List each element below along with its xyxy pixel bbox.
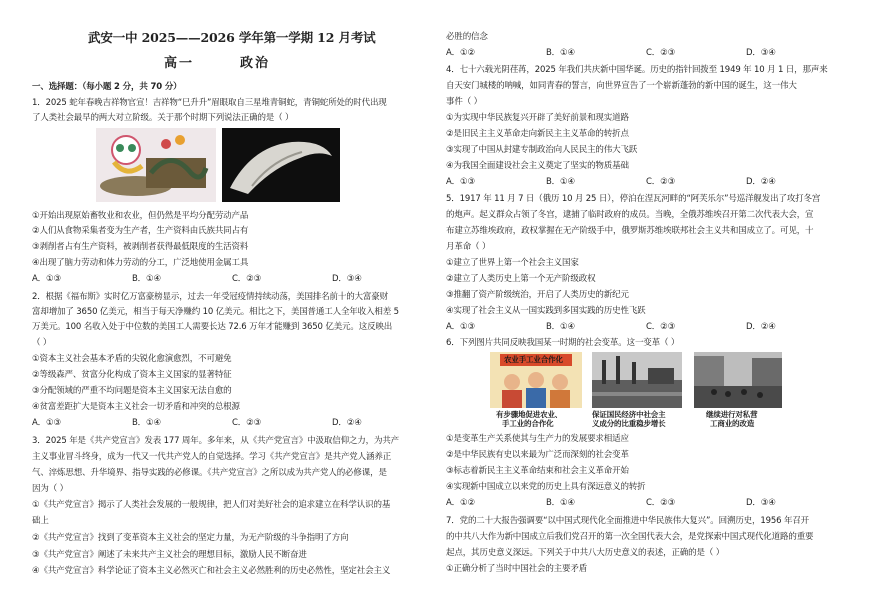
grade-label: 高一 — [164, 56, 195, 71]
caption-3: 继续进行对私营 — [706, 410, 758, 419]
option-d[interactable]: D．③④ — [746, 48, 776, 58]
option-a[interactable]: A．①③ — [446, 322, 475, 332]
poster-banner-text: 农业手工业合作化 — [504, 355, 563, 364]
exam-title: 武安一中 2025——2026 学年第一学期 12 月考试 — [88, 30, 376, 45]
q2-options — [32, 418, 432, 429]
continued-line: 必胜的信念 — [446, 32, 488, 42]
q6-item: ②是中华民族有史以来最为广泛而深刻的社会变革 — [446, 450, 629, 460]
option-b[interactable]: B．①④ — [546, 177, 575, 187]
q5-stem-line: 月革命（ ） — [446, 242, 491, 252]
option-c[interactable]: C．②③ — [646, 498, 676, 508]
q1-item: ③剥削者占有生产资料，被剥削者获得最低限度的生活资料 — [32, 242, 249, 252]
q3-stem-line: 3．2025 年是《共产党宣言》发表 177 周年。多年来，从《共产党宣言》中汲取信仰之力，为共产 — [32, 436, 400, 446]
q1-options — [32, 274, 432, 285]
q5-item: ③推翻了资产阶级统治，开启了人类历史的新纪元 — [446, 290, 629, 300]
q7-stem-line: 的中共八大作为新中国成立后我们党召开的第一次全国代表大会，是党探索中国式现代化道路的重要 — [446, 532, 814, 542]
q1-item: ④出现了脑力劳动和体力劳动的分工，广泛地使用金属工具 — [32, 258, 249, 268]
q6-item: ④实现新中国成立以来党的历史上具有深远意义的转折 — [446, 482, 646, 492]
q4-item: ①为实现中华民族复兴开辟了美好前景和现实道路 — [446, 113, 629, 123]
q6-stem-line: 6．下列图片共同反映我国某一时期的社会变革。这一变革（ ） — [446, 338, 680, 348]
option-d[interactable]: D．③④ — [332, 274, 362, 284]
q4-options — [446, 177, 846, 188]
mascot-image — [96, 128, 216, 202]
q3-item: 础上 — [32, 516, 49, 526]
option-d[interactable]: D．②④ — [746, 177, 776, 187]
q3-stem-line: 因为（ ） — [32, 484, 68, 494]
option-b[interactable]: B．①④ — [132, 274, 161, 284]
q7-stem-line: 7．党的二十大报告强调要“以中国式现代化全面推进中华民族伟大复兴”。回溯历史，1956 年召开 — [446, 516, 810, 526]
cooperative-poster-image — [490, 352, 582, 408]
option-a[interactable]: A．①③ — [446, 177, 475, 187]
q5-item: ②建立了人类历史上第一个无产阶级政权 — [446, 274, 596, 284]
caption-2: 义成分的比重稳步增长 — [592, 419, 666, 428]
caption-2: 保证国民经济中社会主 — [592, 410, 666, 419]
q2-item: ③分配领域的严重不均问题是资本主义国家无法自愈的 — [32, 386, 232, 396]
q3-options — [446, 48, 846, 59]
q5-stem-line: 5．1917 年 11 月 7 日（俄历 10 月 25 日），停泊在涅瓦河畔的“阿芙乐尔”号巡洋舰发出了攻打冬宫 — [446, 194, 821, 204]
q2-stem-line: 2．根据《福布斯》实时亿万富豪榜显示，过去一年受冠疫情持续动荡，美国排名前十的大富豪财 — [32, 292, 388, 302]
q1-stem-line: 1．2025 蛇年春晚吉祥物官宣！吉祥物“巳升升”眉眼取自三星堆青铜蛇，青铜蛇所处的时代出现 — [32, 98, 387, 108]
option-c[interactable]: C．②③ — [646, 48, 676, 58]
option-c[interactable]: C．②③ — [646, 322, 676, 332]
q1-item: ②人们从食物采集者变为生产者，生产资料由氏族共同占有 — [32, 226, 249, 236]
q4-item: ④为我国全面建设社会主义奠定了坚实的物质基础 — [446, 161, 629, 171]
q6-item: ①是变革生产关系使其与生产力的发展要求相适应 — [446, 434, 629, 444]
option-c[interactable]: C．②③ — [646, 177, 676, 187]
option-c[interactable]: C．②③ — [232, 418, 262, 428]
q4-stem-line: 自天安门城楼的呐喊，如同青春的誓言，向世界宣告了一个崭新蓬勃的新中国的诞生，这一伟大 — [446, 81, 797, 91]
bronze-snake-image — [222, 128, 340, 202]
option-b[interactable]: B．①④ — [546, 322, 575, 332]
q2-item: ②等级森严、贫富分化构成了资本主义国家的显著特征 — [32, 370, 232, 380]
option-b[interactable]: B．①④ — [546, 48, 575, 58]
option-a[interactable]: A．①② — [446, 498, 475, 508]
option-c[interactable]: C．②③ — [232, 274, 262, 284]
q3-item: ③《共产党宣言》阐述了未来共产主义社会的理想目标，激励人民不断奋进 — [32, 550, 307, 560]
q5-options — [446, 322, 846, 333]
q4-stem-line: 事件（ ） — [446, 97, 482, 107]
q7-stem-line: 起点，其历史意义深远。下列关于中共八大历史意义的表述，正确的是（ ） — [446, 548, 725, 558]
q2-item: ④贫富差距扩大是资本主义社会一切矛盾和冲突的总根源 — [32, 402, 240, 412]
q5-item: ①建立了世界上第一个社会主义国家 — [446, 258, 579, 268]
option-b[interactable]: B．①④ — [546, 498, 575, 508]
option-d[interactable]: D．②④ — [332, 418, 362, 428]
q3-item: ②《共产党宣言》找到了变革资本主义社会的坚定力量，为无产阶级的斗争指明了方向 — [32, 533, 349, 543]
q1-item: ①开始出现原始畜牧业和农业，但仍然是平均分配劳动产品 — [32, 211, 249, 221]
q5-stem-line: 的炮声。起义群众占领了冬宫，逮捕了临时政府的成员。当晚，全俄苏维埃召开第二次代表大会，宣 — [446, 210, 814, 220]
q2-stem-line: 万美元。100 名收入处于中位数的美国工人需要长达 72.6 万年才能赚到 3650 亿美元。这反映出 — [32, 322, 393, 332]
q4-item: ③实现了中国从封建专制政治向人民民主的伟大飞跃 — [446, 145, 638, 155]
q5-stem-line: 布建立苏维埃政府，政权掌握在无产阶级手中，俄罗斯苏维埃联邦社会主义共和国成立了。可见，十 — [446, 226, 814, 236]
street-parade-photo — [694, 352, 782, 408]
q1-stem-line: 了人类社会最早的两大对立阶级。关于那个时期下列说法正确的是（ ） — [32, 113, 294, 123]
subject-label: 政治 — [240, 56, 271, 71]
option-d[interactable]: D．②④ — [746, 322, 776, 332]
caption-3: 工商业的改造 — [710, 419, 755, 428]
q3-stem-line: 气、淬炼思想、升华境界、指导实践的必修课。《共产党宣言》之所以成为共产党人的必修课，是 — [32, 468, 387, 478]
caption-1: 手工业的合作化 — [502, 419, 554, 428]
q6-item: ③标志着新民主主义革命结束和社会主义革命开始 — [446, 466, 629, 476]
q6-options — [446, 498, 846, 509]
q4-stem-line: 4．七十六载光阴荏苒，2025 年我们共庆新中国华诞。历史的指针回拨至 1949 年 10 月 1 日，那声来 — [446, 65, 828, 75]
q2-item: ①资本主义社会基本矛盾的尖锐化愈演愈烈，不可避免 — [32, 354, 232, 364]
q3-item: ①《共产党宣言》揭示了人类社会发展的一般规律，把人们对美好社会的追求建立在科学认识的基 — [32, 500, 391, 510]
option-a[interactable]: A．①③ — [32, 274, 61, 284]
q7-item: ①正确分析了当时中国社会的主要矛盾 — [446, 564, 588, 574]
q2-stem-line: （ ） — [32, 338, 52, 348]
option-b[interactable]: B．①④ — [132, 418, 161, 428]
factory-photo — [592, 352, 682, 408]
caption-1: 有步骤地促进农业、 — [496, 410, 563, 419]
q2-stem-line: 富却增加了 3650 亿美元，相当于每天净赚约 10 亿美元。相比之下，美国普通工人全年收入相差 5 — [32, 307, 399, 317]
option-a[interactable]: A．①③ — [32, 418, 61, 428]
section-heading: 一、选择题：（每小题 2 分，共 70 分） — [32, 82, 182, 92]
q5-item: ④实现了社会主义从一国实践到多国实践的历史性飞跃 — [446, 306, 646, 316]
q3-item: ④《共产党宣言》科学论证了资本主义必然灭亡和社会主义必然胜利的历史必然性，坚定社会主义 — [32, 566, 391, 576]
q4-item: ②是旧民主主义革命走向新民主主义革命的转折点 — [446, 129, 629, 139]
option-d[interactable]: D．③④ — [746, 498, 776, 508]
q3-stem-line: 主义事业冒斗终身，成为一代又一代共产党人的自觉选择。学习《共产党宣言》是共产党人涵养正 — [32, 452, 392, 462]
option-a[interactable]: A．①② — [446, 48, 475, 58]
